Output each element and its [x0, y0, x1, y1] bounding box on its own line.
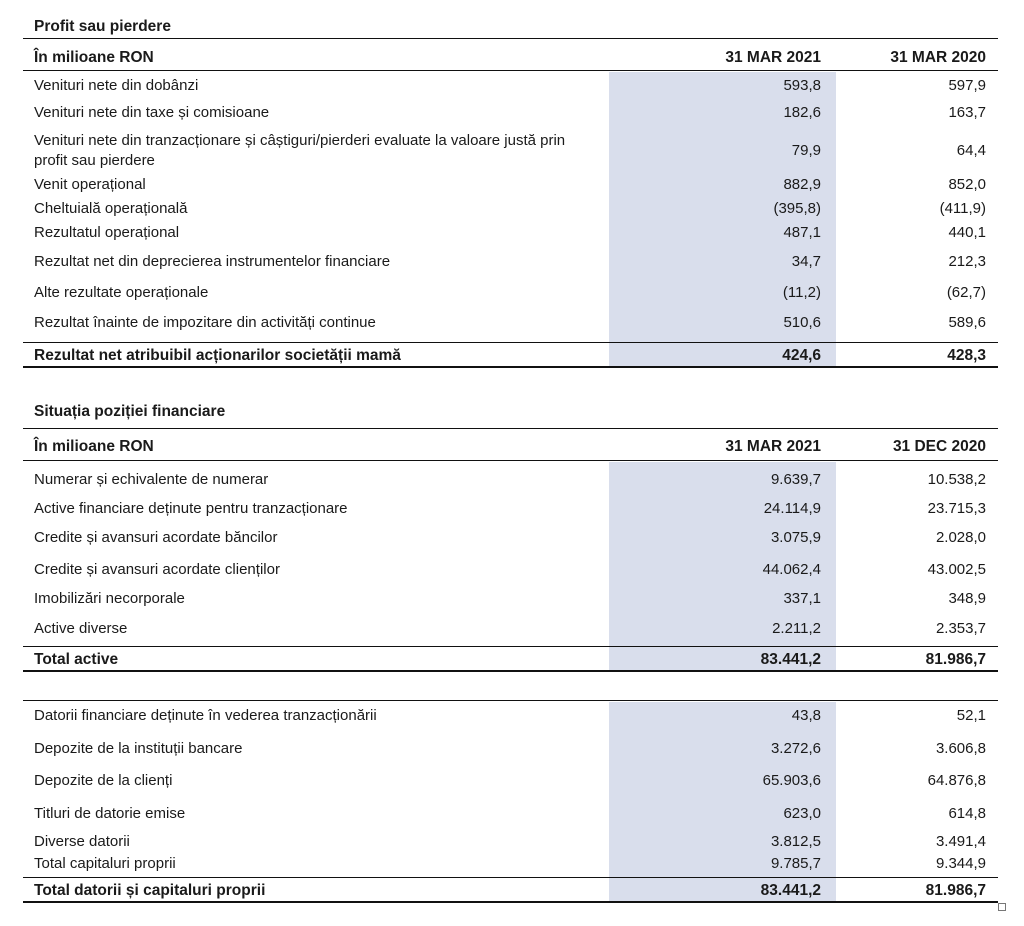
- header-label: În milioane RON: [34, 438, 154, 455]
- row-value-2021: 2.211,2: [772, 620, 821, 637]
- row-label: Titluri de datorie emise: [34, 805, 186, 822]
- row-label: Credite și avansuri acordate băncilor: [34, 529, 278, 546]
- row-value-2020: 23.715,3: [927, 500, 986, 517]
- row-value-2021: (11,2): [782, 284, 821, 301]
- divider: [23, 700, 998, 701]
- row-label: Diverse datorii: [34, 833, 130, 850]
- divider: [23, 342, 998, 343]
- row-value-2020: 852,0: [948, 176, 986, 193]
- header-col1: 31 MAR 2021: [725, 438, 821, 455]
- row-value-2021: 3.272,6: [770, 740, 821, 757]
- row-value-2021: 3.812,5: [770, 833, 821, 850]
- row-value-2020: 2.353,7: [935, 620, 986, 637]
- row-value-2021: 182,6: [783, 104, 821, 121]
- row-value-2021: 593,8: [783, 77, 821, 94]
- row-label: Imobilizări necorporale: [34, 590, 185, 607]
- row-label: Numerar și echivalente de numerar: [34, 471, 269, 488]
- row-value-2020: 64.876,8: [927, 772, 986, 789]
- profit-section-title: Profit sau pierdere: [34, 18, 171, 35]
- row-value-2020: 52,1: [956, 707, 986, 724]
- row-label: Active financiare deținute pentru tranzacționare: [34, 500, 348, 517]
- row-label: Rezultat net din deprecierea instrumentelor financiare: [34, 253, 391, 270]
- row-label: Depozite de la clienți: [34, 772, 173, 789]
- row-value-2020: 10.538,2: [927, 471, 986, 488]
- row-label: Datorii financiare deținute în vederea tranzacționării: [34, 707, 377, 724]
- total-value-2020: 81.986,7: [925, 882, 986, 899]
- divider: [23, 646, 998, 647]
- row-value-2020: 589,6: [948, 314, 986, 331]
- row-label: Venituri nete din taxe și comisioane: [34, 104, 270, 121]
- row-value-2021: 79,9: [791, 142, 821, 159]
- row-value-2020: 3.606,8: [935, 740, 986, 757]
- row-label: Venituri nete din dobânzi: [34, 77, 199, 94]
- position-section-title: Situația poziției financiare: [34, 403, 226, 420]
- row-value-2021: (395,8): [773, 200, 821, 217]
- row-value-2020: 2.028,0: [935, 529, 986, 546]
- row-value-2020: (62,7): [946, 284, 986, 301]
- header-col2: 31 MAR 2020: [890, 49, 986, 66]
- total-label: Total datorii și capitaluri proprii: [34, 882, 266, 899]
- row-value-2020: 440,1: [948, 224, 986, 241]
- row-value-2020: 9.344,9: [935, 855, 986, 872]
- row-label: Alte rezultate operaționale: [34, 284, 209, 301]
- row-label-line2: profit sau pierdere: [34, 152, 155, 169]
- row-label: Rezultatul operațional: [34, 224, 180, 241]
- row-value-2021: 337,1: [783, 590, 821, 607]
- total-value-2021: 83.441,2: [760, 651, 821, 668]
- header-col1: 31 MAR 2021: [725, 49, 821, 66]
- divider: [23, 70, 998, 71]
- divider: [23, 460, 998, 461]
- row-value-2021: 44.062,4: [762, 561, 821, 578]
- total-value-2021: 424,6: [782, 347, 821, 364]
- row-label: Venit operațional: [34, 176, 146, 193]
- row-value-2021: 24.114,9: [763, 500, 821, 517]
- divider: [23, 877, 998, 878]
- row-value-2020: (411,9): [939, 200, 986, 217]
- row-value-2020: 614,8: [948, 805, 986, 822]
- row-value-2021: 43,8: [791, 707, 821, 724]
- row-label: Rezultat înainte de impozitare din activități continue: [34, 314, 376, 331]
- row-value-2021: 487,1: [783, 224, 821, 241]
- row-value-2021: 3.075,9: [770, 529, 821, 546]
- row-label: Venituri nete din tranzacționare și câștiguri/pierderi evaluate la valoare justă prin: [34, 132, 566, 149]
- header-col2: 31 DEC 2020: [892, 438, 986, 455]
- row-value-2021: 882,9: [783, 176, 821, 193]
- row-value-2021: 34,7: [791, 253, 821, 270]
- divider: [23, 38, 998, 39]
- row-value-2020: 64,4: [956, 142, 986, 159]
- row-value-2020: 163,7: [948, 104, 986, 121]
- row-value-2020: 3.491,4: [935, 833, 986, 850]
- row-label: Total capitaluri proprii: [34, 855, 176, 872]
- row-value-2020: 212,3: [948, 253, 986, 270]
- row-value-2020: 348,9: [948, 590, 986, 607]
- row-value-2021: 65.903,6: [762, 772, 821, 789]
- row-label: Cheltuială operațională: [34, 200, 188, 217]
- total-value-2021: 83.441,2: [760, 882, 821, 899]
- row-value-2021: 9.785,7: [770, 855, 821, 872]
- row-value-2021: 9.639,7: [770, 471, 821, 488]
- resize-handle[interactable]: [998, 903, 1006, 911]
- row-value-2021: 510,6: [783, 314, 821, 331]
- row-value-2020: 43.002,5: [927, 561, 986, 578]
- row-value-2021: 623,0: [783, 805, 821, 822]
- row-label: Active diverse: [34, 620, 128, 637]
- header-label: În milioane RON: [34, 49, 154, 66]
- row-label: Depozite de la instituții bancare: [34, 740, 243, 757]
- divider: [23, 670, 998, 672]
- total-value-2020: 81.986,7: [925, 651, 986, 668]
- divider: [23, 366, 998, 368]
- row-value-2020: 597,9: [948, 77, 986, 94]
- divider: [23, 901, 998, 903]
- row-label: Credite și avansuri acordate clienților: [34, 561, 280, 578]
- total-value-2020: 428,3: [947, 347, 986, 364]
- total-label: Total active: [34, 651, 119, 668]
- total-label: Rezultat net atribuibil acționarilor societății mamă: [34, 347, 401, 364]
- divider: [23, 428, 998, 429]
